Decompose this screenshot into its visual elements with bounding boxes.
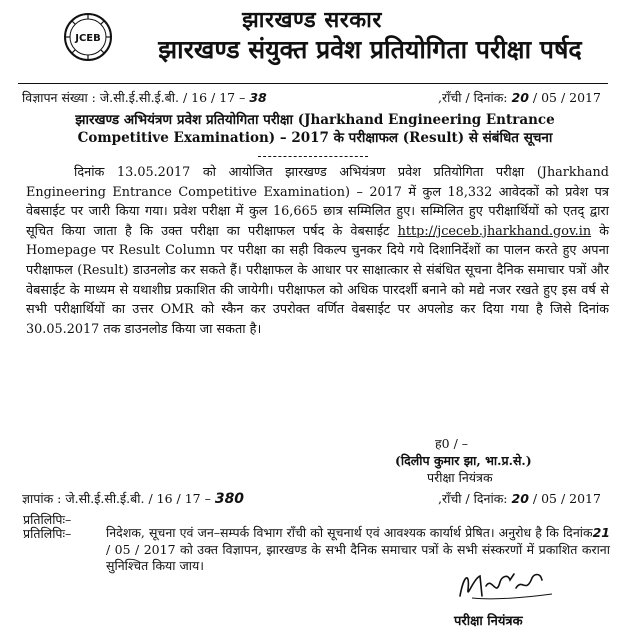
copy-to-heading: प्रतिलिपिः– — [23, 512, 72, 527]
memo-handwritten-number: 380 — [214, 491, 245, 507]
memo-number — [22, 490, 244, 507]
memo-date-rest: / 05 / 2017 — [532, 491, 601, 506]
advertisement-handwritten-day: 20 — [511, 90, 529, 105]
memo-date — [438, 490, 601, 507]
advertisement-date-rest: / 05 / 2017 — [532, 90, 601, 105]
signature-block — [395, 435, 532, 486]
seal-text: JCEB — [75, 33, 101, 44]
notice-subject — [75, 111, 555, 147]
memo-place-date-label: ,राँची / दिनांक: — [438, 491, 508, 506]
signatory-designation: परीक्षा नियंत्रक — [427, 470, 493, 485]
website-link[interactable]: http://jceceb.jharkhand.gov.in — [397, 223, 592, 239]
memo-handwritten-day: 20 — [511, 491, 529, 506]
copy-text-after-day: / 05 / 2017 को उक्त विज्ञापन, झारखण्ड के सभी दैनिक समाचार पत्रों के सभी संस्करणों में प्रकाशित कराना सुनिश्चित किया जाय। — [106, 541, 610, 573]
subject-line-2: Competitive Examination) – 2017 के परीक्षाफल (Result) से संबंधित सूचना — [77, 130, 553, 146]
copy-text-before-day: निदेशक, सूचना एवं जन–सम्पर्क विभाग राँची को सूचनार्थ एवं आवश्यक कार्यार्थ प्रेषित। अनुरोध है कि दिनांक — [106, 525, 593, 540]
advertisement-place-date-label: ,राँची / दिनांक: — [438, 90, 508, 105]
government-title: झारखण्ड सरकार — [242, 7, 382, 33]
body-text-part-2: के Homepage पर Result Column पर परीक्षा का सही विकल्प चुनकर दिये गये दिशानिर्देशों का पालन करते हुए अपना परीक्षाफल (Result) डाउनलोड कर सकते हैं। परीक्षाफल के आधार पर साक्षात्कार से संबंधित सूचना दैनिक समाचार पत्रों और वेबसाईट के माध्यम से यथाशीघ्र प्रकाशित की जायेगी। परीक्षाफल को अधिक पारदर्शी बनाने को मद्ये नजर रखते हुए इस वर्ष से सभी परीक्षार्थियों का उत्तर OMR को स्कैन कर उपरोक्त वर्णित वेबसाईट पर अपलोड कर दिया गया है जिसे दिनांक 30.05.2017 तक डाउनलोड किया जा सकता है। — [26, 223, 609, 337]
handwritten-signature — [452, 568, 562, 602]
advertisement-date — [438, 89, 601, 106]
signed-mark: ह0 / – — [435, 436, 468, 451]
advertisement-number — [22, 89, 267, 106]
body-text-part-1: दिनांक 13.05.2017 को आयोजित झारखण्ड अभियंत्रण प्रवेश प्रतियोगिता परीक्षा (Jharkhand Engineering Entrance Competitive Examination) – 2017 में कुल 18,332 आवेदकों को प्रवेश पत्र वेबसाईट पर जारी किया गया। प्रवेश परीक्षा में कुल 16,665 छात्र सम्मिलित हुए। सम्मिलित हुए परीक्षार्थियों को एतद् द्वारा सूचित किया जाता है कि उक्त परीक्षा का परीक्षाफल पर्षद के वेबसाईट — [26, 165, 609, 239]
memo-label: ज्ञापांक : जे.सी.ई.सी.ई.बी. / 16 / 17 – — [22, 491, 211, 506]
copy-handwritten-day: 21 — [592, 525, 610, 540]
signatory-name: (दिलीप कुमार झा, भा.प्र.से.) — [395, 453, 532, 468]
advertisement-label: विज्ञापन संख्या : जे.सी.ई.सी.ई.बी. / 16 / 17 – — [22, 90, 246, 105]
council-title: झारखण्ड संयुक्त प्रवेश प्रतियोगिता परीक्षा पर्षद — [158, 35, 582, 64]
copy-to-label: प्रतिलिपिः– — [23, 526, 72, 541]
advertisement-handwritten-number: 38 — [249, 90, 267, 105]
subject-divider — [258, 156, 368, 157]
header-divider — [18, 83, 608, 84]
controller-designation: परीक्षा नियंत्रक — [454, 614, 523, 629]
notice-body — [26, 163, 609, 339]
subject-line-1: झारखण्ड अभियंत्रण प्रवेश प्रतियोगिता परीक्षा (Jharkhand Engineering Entrance — [75, 112, 555, 128]
